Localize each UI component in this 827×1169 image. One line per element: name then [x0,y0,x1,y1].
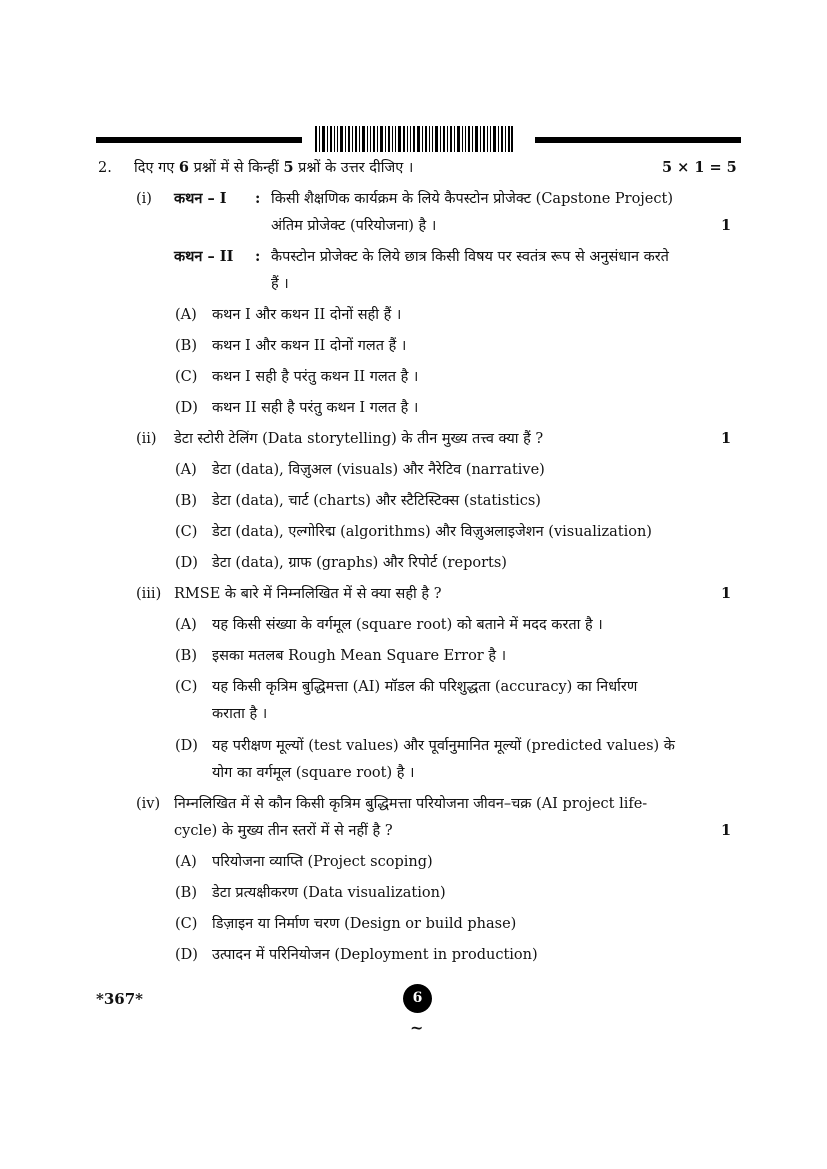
statement-2-line2: हैं । [271,276,289,292]
option-text: कथन II सही है परंतु कथन I गलत है । [212,400,419,416]
subq-i-mark: 1 [720,217,732,234]
statement-1-colon: : [255,190,261,207]
option-text: डेटा प्रत्यक्षीकरण (Data visualization) [212,885,446,901]
option-letter: (B) [175,493,197,509]
subq-iii-text: RMSE के बारे में निम्नलिखित में से क्या सही है ? [174,586,442,602]
option-letter: (D) [175,947,198,963]
option-text-continued: कराता है । [212,706,268,722]
statement-2-colon: : [255,248,261,265]
option-letter: (A) [175,617,197,633]
question-number: 2. [98,160,112,176]
option-letter: (A) [175,854,197,870]
question-instruction: दिए गए 6 प्रश्नों में से किन्हीं 5 प्रश्नों के उत्तर दीजिए । [134,159,414,176]
header-rule-left [96,137,302,143]
option-letter: (A) [175,307,197,323]
option-text: डिज़ाइन या निर्माण चरण (Design or build phase) [212,916,517,932]
option-text: डेटा (data), एल्गोरिद्म (algorithms) और विज़ुअलाइजेशन (visualization) [212,524,652,540]
header-rule-right [535,137,741,143]
option-letter: (C) [175,369,198,385]
option-text: कथन I सही है परंतु कथन II गलत है । [212,369,419,385]
option-letter: (D) [175,555,198,571]
option-letter: (B) [175,885,197,901]
option-text-continued: योग का वर्गमूल (square root) है । [212,765,415,781]
option-letter: (D) [175,738,198,754]
statement-1-line1: किसी शैक्षणिक कार्यक्रम के लिये कैपस्टोन प्रोजेक्ट (Capstone Project) [271,191,673,207]
option-text: उत्पादन में परिनियोजन (Deployment in production) [212,947,538,963]
subq-iv-line2: cycle) के मुख्य तीन स्तरों में से नहीं है ? [174,823,393,839]
subq-iv-mark: 1 [720,822,732,839]
option-letter: (A) [175,462,197,478]
option-text: डेटा (data), चार्ट (charts) और स्टैटिस्टिक्स (statistics) [212,493,541,509]
page-number: 6 [403,984,432,1013]
option-letter: (D) [175,400,198,416]
option-letter: (C) [175,524,198,540]
subq-iv-line1: निम्नलिखित में से कौन किसी कृत्रिम बुद्धिमत्ता परियोजना जीवन–चक्र (AI project life- [174,796,648,812]
statement-1-line2: अंतिम प्रोजेक्ट (परियोजना) है । [271,218,437,234]
question-total-marks: 5 × 1 = 5 [662,159,737,176]
subq-iii-number: (iii) [136,586,162,602]
option-text: कथन I और कथन II दोनों सही हैं । [212,307,402,323]
barcode-icon [315,126,513,152]
subq-iv-number: (iv) [136,796,161,812]
statement-2-line1: कैपस्टोन प्रोजेक्ट के लिये छात्र किसी विषय पर स्वतंत्र रूप से अनुसंधान करते [271,249,669,265]
option-letter: (B) [175,338,197,354]
option-text: परियोजना व्याप्ति (Project scoping) [212,854,433,870]
statement-1-label: कथन – I [174,190,227,207]
subq-ii-text: डेटा स्टोरी टेलिंग (Data storytelling) के तीन मुख्य तत्त्व क्या हैं ? [174,431,544,447]
subq-iii-mark: 1 [720,585,732,602]
paper-code: *367* [96,990,143,1008]
option-text: कथन I और कथन II दोनों गलत हैं । [212,338,407,354]
option-letter: (B) [175,648,197,664]
option-text: डेटा (data), विज़ुअल (visuals) और नैरेटिव (narrative) [212,462,545,478]
footer-tilde: ~ [410,1018,424,1037]
statement-2-label: कथन – II [174,248,234,265]
option-text: डेटा (data), ग्राफ (graphs) और रिपोर्ट (reports) [212,555,507,571]
subq-ii-number: (ii) [136,431,157,447]
option-text: यह किसी कृत्रिम बुद्धिमत्ता (AI) मॉडल की परिशुद्धता (accuracy) का निर्धारण [212,679,638,695]
option-text: इसका मतलब Rough Mean Square Error है । [212,648,507,664]
subq-ii-mark: 1 [720,430,732,447]
option-letter: (C) [175,916,198,932]
option-text: यह परीक्षण मूल्यों (test values) और पूर्वानुमानित मूल्यों (predicted values) के [212,738,675,754]
option-letter: (C) [175,679,198,695]
option-text: यह किसी संख्या के वर्गमूल (square root) को बताने में मदद करता है । [212,617,603,633]
subq-i-number: (i) [136,191,152,207]
